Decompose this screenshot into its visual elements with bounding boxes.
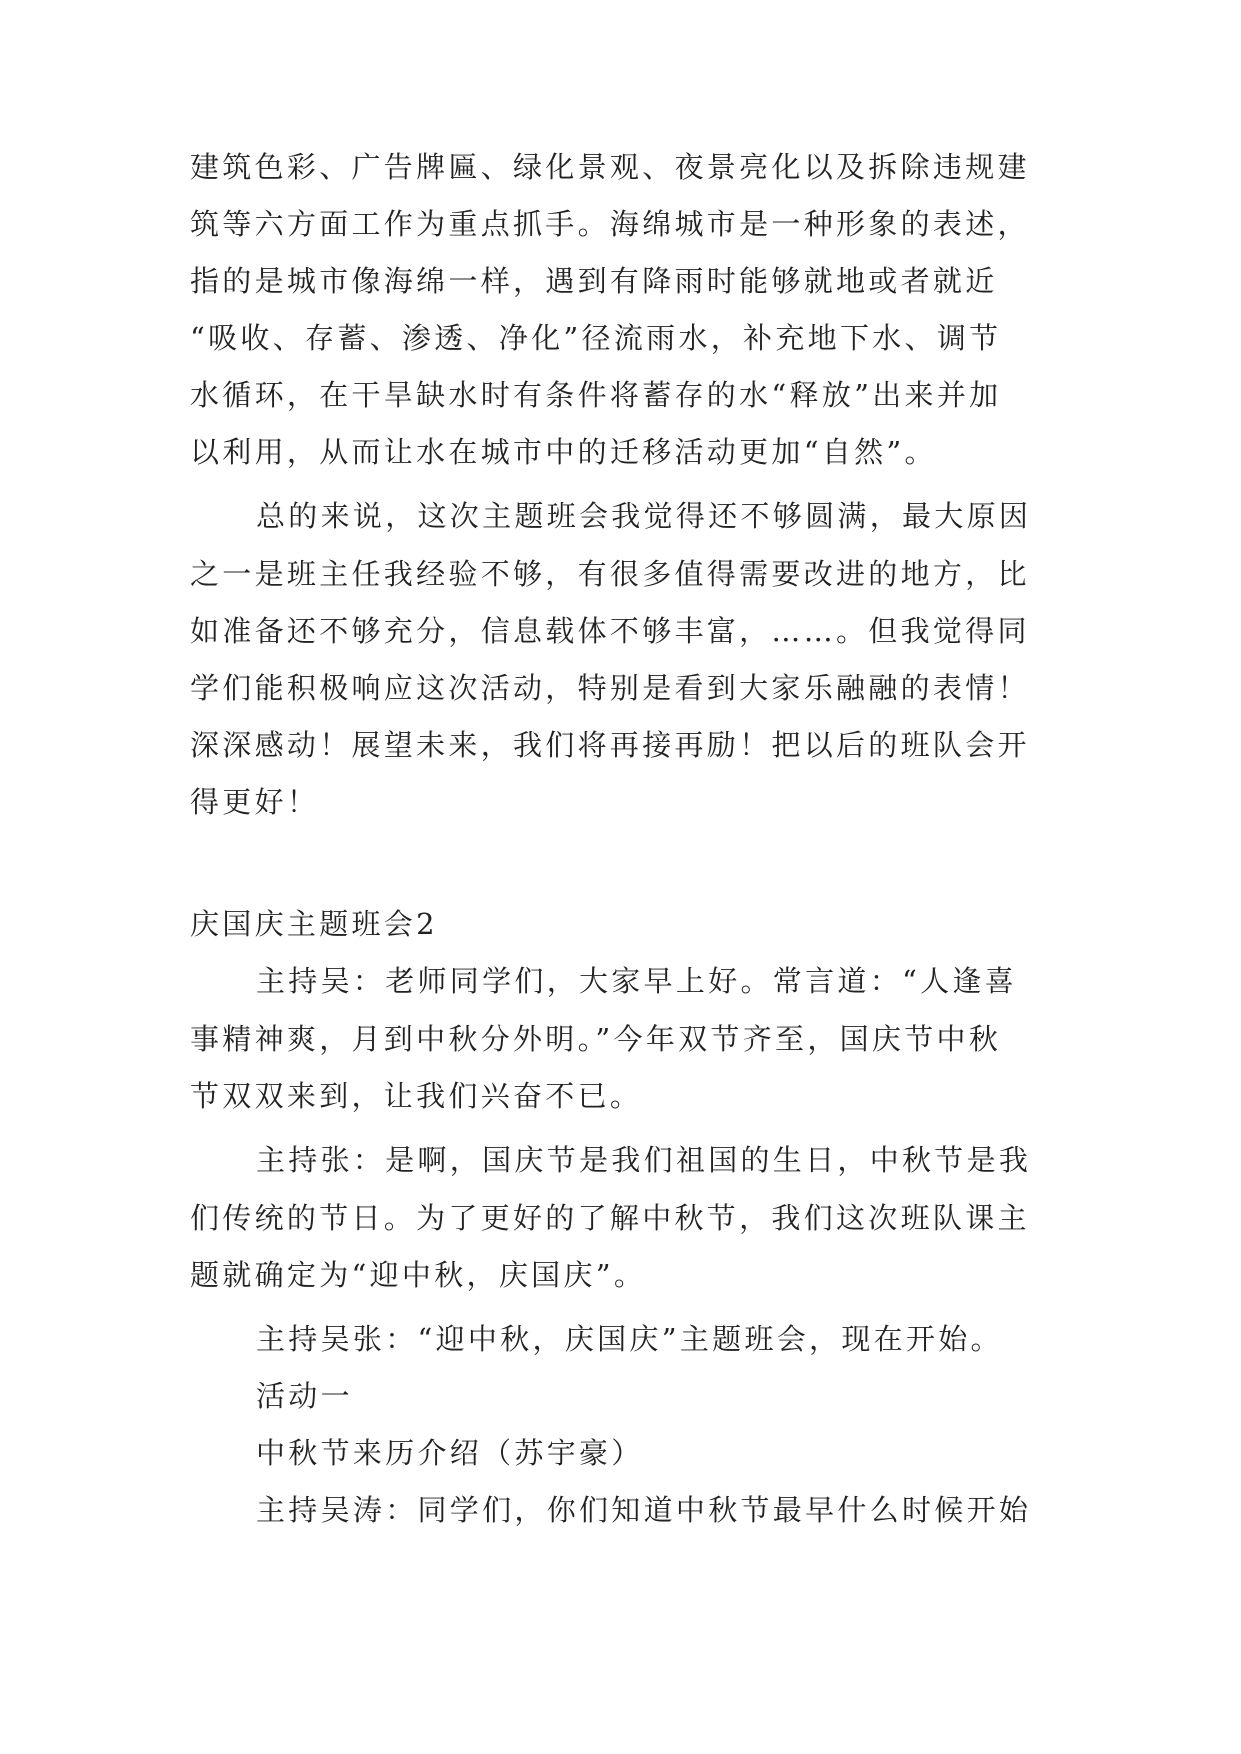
paragraph-1-line-1: 建筑色彩、广告牌匾、绿化景观、夜景亮化以及拆除违规建	[190, 150, 1030, 184]
paragraph-1-line-4: “吸收、存蓄、渗透、净化”径流雨水，补充地下水、调节	[190, 321, 1002, 355]
paragraph-3-line-1: 主持吴：老师同学们，大家早上好。常言道：“人逢喜	[256, 964, 1018, 998]
paragraph-2-line-3: 如准备还不够充分，信息载体不够丰富，……。但我觉得同	[190, 614, 1030, 648]
paragraph-4-line-2: 们传统的节日。为了更好的了解中秋节，我们这次班队课主	[190, 1201, 1030, 1235]
paragraph-4-line-1: 主持张：是啊，国庆节是我们祖国的生日，中秋节是我	[256, 1143, 1032, 1177]
paragraph-1-line-3: 指的是城市像海绵一样，遇到有降雨时能够就地或者就近	[190, 264, 998, 298]
paragraph-2-line-5: 深深感动！展望未来，我们将再接再励！把以后的班队会开	[190, 728, 1030, 762]
paragraph-1-line-5: 水循环，在干旱缺水时有条件将蓄存的水“释放”出来并加	[190, 378, 1002, 412]
paragraph-3-line-3: 节双双来到，让我们兴奋不已。	[190, 1079, 643, 1113]
paragraph-3-line-2: 事精神爽，月到中秋分外明。”今年双节齐至，国庆节中秋	[190, 1022, 1002, 1056]
section-title: 庆国庆主题班会2	[190, 907, 438, 941]
paragraph-2-line-4: 学们能积极响应这次活动，特别是看到大家乐融融的表情！	[190, 671, 1030, 705]
paragraph-2-line-6: 得更好！	[190, 785, 320, 819]
paragraph-1-line-6: 以利用，从而让水在城市中的迁移活动更加“自然”。	[190, 435, 937, 469]
paragraph-4-line-3: 题就确定为“迎中秋，庆国庆”。	[190, 1258, 647, 1292]
paragraph-5: 主持吴张：“迎中秋，庆国庆”主题班会，现在开始。	[256, 1322, 1003, 1356]
paragraph-6: 活动一	[256, 1379, 353, 1413]
paragraph-2-line-1: 总的来说，这次主题班会我觉得还不够圆满，最大原因	[256, 499, 1032, 533]
paragraph-8: 主持吴涛：同学们，你们知道中秋节最早什么时候开始	[256, 1493, 1032, 1527]
paragraph-2-line-2: 之一是班主任我经验不够，有很多值得需要改进的地方，比	[190, 557, 1030, 591]
paragraph-7: 中秋节来历介绍（苏宇豪）	[256, 1436, 644, 1470]
paragraph-1-line-2: 筑等六方面工作为重点抓手。海绵城市是一种形象的表述，	[190, 207, 1030, 241]
